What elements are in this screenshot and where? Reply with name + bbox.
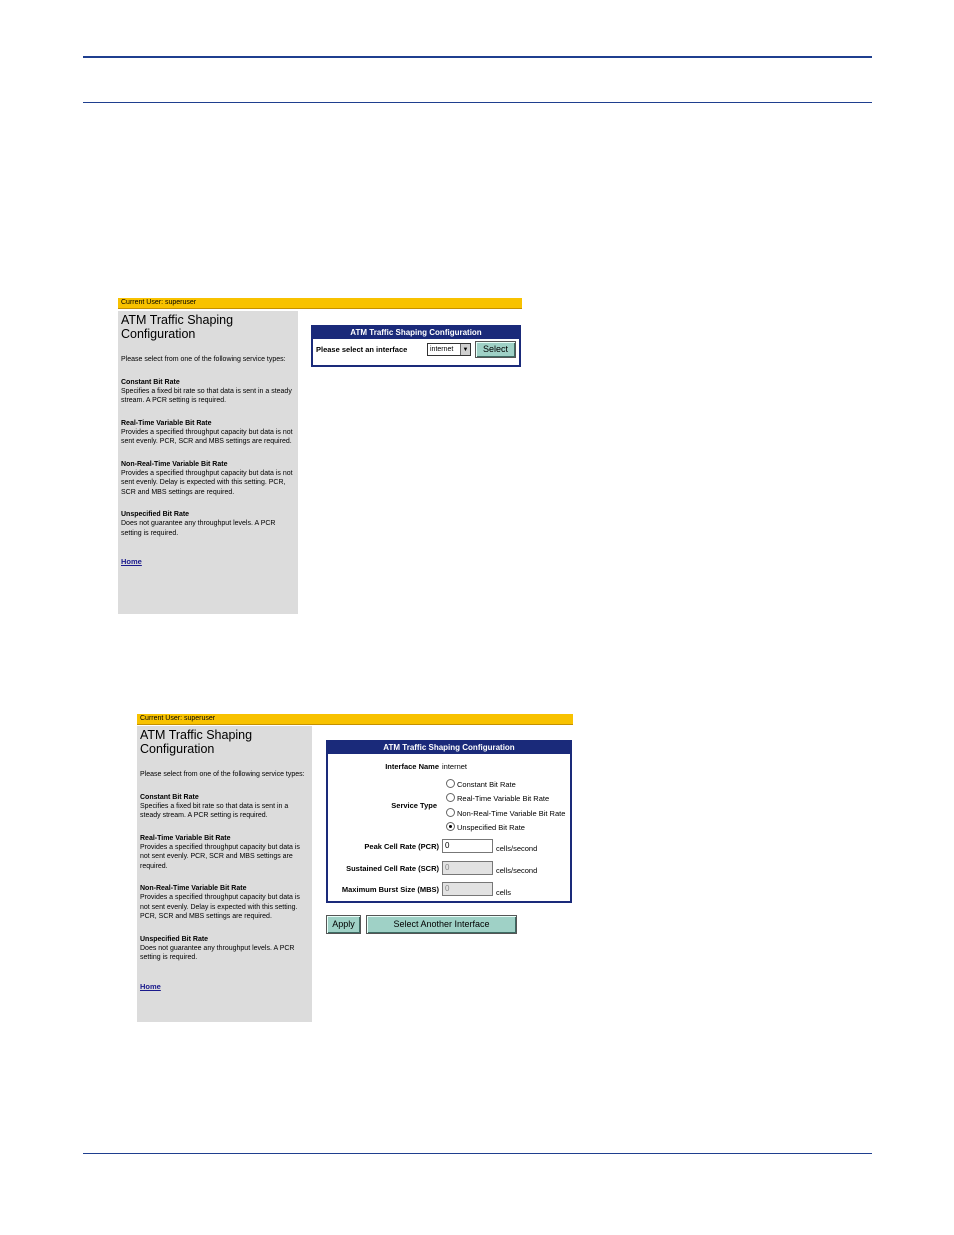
radio-constant-bit-rate[interactable]: Constant Bit Rate	[446, 779, 516, 789]
service-type-label: Service Type	[391, 801, 437, 810]
pcr-label: Peak Cell Rate (PCR)	[364, 842, 439, 851]
help-sidebar	[137, 726, 312, 1022]
ubr-text: Does not guarantee any throughput levels. A PCR setting is required.	[121, 520, 276, 537]
current-user-bar: Current User: superuser	[118, 298, 522, 308]
mbs-unit: cells	[496, 888, 512, 897]
nrtvbr-text: Provides a specified throughput capacity but data is not sent evenly. Delay is expected with this setting. PCR, SCR and MBS settings are required.	[121, 469, 293, 496]
header-rule	[83, 56, 872, 58]
nrtvbr-heading: Non-Real-Time Variable Bit Rate	[121, 460, 228, 468]
mbs-label: Maximum Burst Size (MBS)	[341, 885, 439, 894]
screenshot-configure-interface	[137, 714, 573, 1022]
intro-text: Please select from one of the following service types:	[121, 356, 286, 363]
ubr-heading: Unspecified Bit Rate	[140, 935, 209, 943]
header-thin-rule	[83, 102, 872, 103]
panel-header: ATM Traffic Shaping Configuration	[328, 742, 570, 754]
rtvbr-text: Provides a specified throughput capacity but data is not sent evenly. PCR, SCR and MBS settings are required.	[140, 843, 300, 870]
screenshot-select-interface	[118, 298, 522, 614]
current-user-bar: Current User: superuser	[137, 714, 573, 724]
radio-non-real-time-vbr[interactable]: Non-Real-Time Variable Bit Rate	[446, 808, 565, 818]
home-link[interactable]: Home	[121, 557, 142, 566]
rtvbr-heading: Real-Time Variable Bit Rate	[140, 834, 231, 842]
radio-selected-icon	[446, 822, 455, 831]
radio-icon	[446, 793, 455, 802]
chevron-down-icon: ▼	[460, 344, 470, 355]
rtvbr-text: Provides a specified throughput capacity but data is not sent evenly. PCR, SCR and MBS settings are required.	[121, 428, 293, 445]
cbr-heading: Constant Bit Rate	[121, 378, 180, 386]
rtvbr-heading: Real-Time Variable Bit Rate	[121, 419, 212, 427]
scr-label: Sustained Cell Rate (SCR)	[346, 864, 439, 873]
footer-rule	[83, 1153, 872, 1154]
radio-icon	[446, 779, 455, 788]
cbr-text: Specifies a fixed bit rate so that data is sent in a steady stream. A PCR setting is required.	[121, 387, 292, 404]
page-title: ATM Traffic Shaping Configuration	[140, 728, 253, 756]
interface-name-label: Interface Name	[385, 762, 439, 771]
radio-icon	[446, 808, 455, 817]
scr-unit: cells/second	[496, 866, 538, 875]
interface-dropdown[interactable]: internet ▼	[427, 343, 471, 356]
mbs-input[interactable]: 0	[442, 882, 493, 896]
pcr-input[interactable]: 0	[442, 839, 493, 853]
traffic-shaping-panel	[326, 740, 572, 903]
apply-button[interactable]: Apply	[326, 915, 361, 934]
nrtvbr-text: Provides a specified throughput capacity but data is not sent evenly. Delay is expected with this setting. PCR, SCR and MBS settings are required.	[140, 894, 300, 920]
radio-real-time-vbr[interactable]: Real-Time Variable Bit Rate	[446, 793, 549, 803]
ubr-text: Does not guarantee any throughput levels. A PCR setting is required.	[140, 944, 295, 961]
select-another-interface-button[interactable]: Select Another Interface	[366, 915, 517, 934]
select-button[interactable]: Select	[475, 341, 516, 358]
intro-text: Please select from one of the following service types:	[140, 771, 305, 778]
cbr-heading: Constant Bit Rate	[140, 793, 199, 801]
pcr-unit: cells/second	[496, 844, 538, 853]
ubr-heading: Unspecified Bit Rate	[121, 511, 190, 518]
select-interface-label: Please select an interface	[316, 345, 408, 354]
help-sidebar	[118, 311, 298, 614]
scr-input[interactable]: 0	[442, 861, 493, 875]
interface-name-value: internet	[442, 762, 468, 771]
interface-select-panel	[311, 325, 521, 367]
radio-unspecified-bit-rate[interactable]: Unspecified Bit Rate	[446, 822, 525, 832]
cbr-text: Specifies a fixed bit rate so that data is sent in a steady stream. A PCR setting is required.	[140, 802, 289, 819]
panel-header: ATM Traffic Shaping Configuration	[313, 327, 519, 339]
page-title: ATM Traffic Shaping Configuration	[121, 313, 234, 341]
home-link[interactable]: Home	[140, 981, 161, 991]
nrtvbr-heading: Non-Real-Time Variable Bit Rate	[140, 885, 247, 892]
